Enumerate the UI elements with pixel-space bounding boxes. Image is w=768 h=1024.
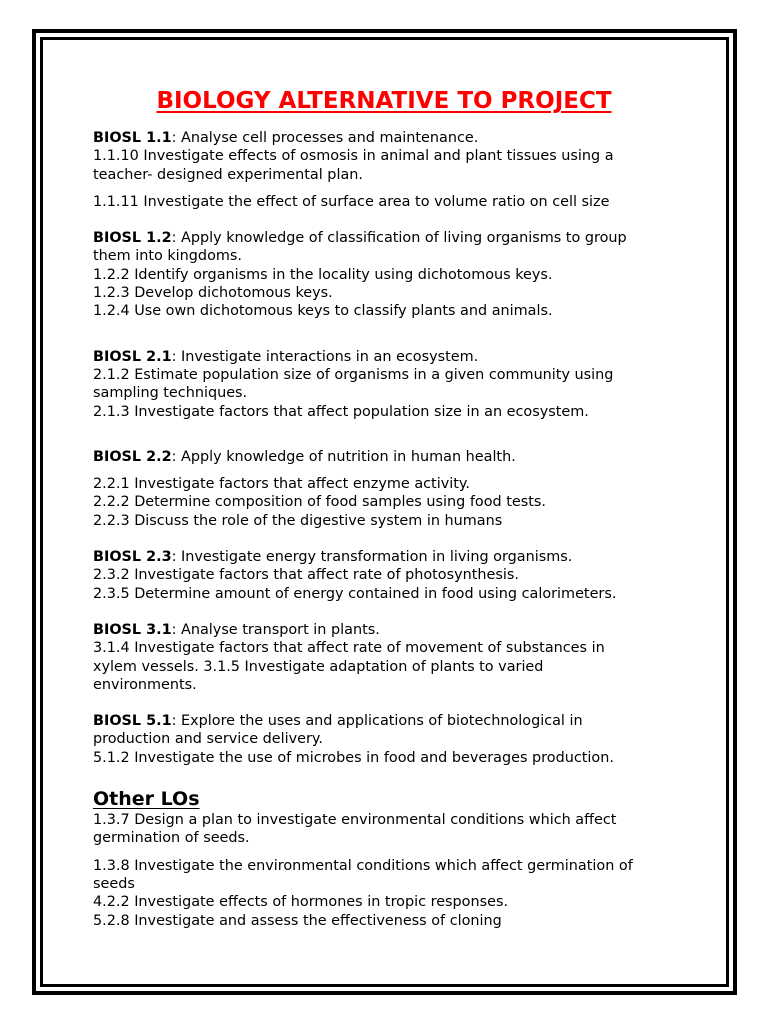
outcome-line: xylem vessels. 3.1.5 Investigate adaptation of plants to varied [93,658,544,675]
outcome-line: 1.1.11 Investigate the effect of surface area to volume ratio on cell size [93,193,610,210]
document-title: BIOLOGY ALTERNATIVE TO PROJECT [156,88,612,114]
outcome-line: 4.2.2 Investigate effects of hormones in tropic responses. [93,894,509,911]
outcome-line: 1.2.3 Develop dichotomous keys. [93,285,333,302]
outcome-line: 2.2.1 Investigate factors that affect enzyme activity. [93,476,470,493]
outcome-line: 2.3.5 Determine amount of energy contained in food using calorimeters. [93,585,617,602]
outcome-line: 1.3.7 Design a plan to investigate environmental conditions which affect [93,812,617,829]
outcome-line: 2.2.3 Discuss the role of the digestive system in humans [93,512,503,529]
outcome-line: 5.1.2 Investigate the use of microbes in food and beverages production. [93,749,614,766]
outcome-line: 2.1.2 Estimate population size of organisms in a given community using [93,366,614,383]
section-description: : Analyse cell processes and maintenance. [171,130,479,146]
section-code: BIOSL 2.1 [93,348,172,365]
outcome-line: them into kingdoms. [93,248,242,265]
outcome-line: production and service delivery. [93,731,323,748]
section-code: BIOSL 1.1 [93,130,172,146]
section-code: BIOSL 3.1 [93,621,172,638]
outcome-line: 3.1.4 Investigate factors that affect rate of movement of substances in [93,640,605,657]
other-los-heading: Other LOs [93,788,200,811]
outcome-line: sampling techniques. [93,385,248,402]
section-description: : Investigate interactions in an ecosystem. [171,348,479,365]
section-description: : Apply knowledge of classification of living organisms to group [171,230,627,247]
section-code: BIOSL 2.3 [93,549,172,566]
document-body [93,84,693,930]
outcome-line: 2.3.2 Investigate factors that affect rate of photosynthesis. [93,567,519,584]
outcome-line: environments. [93,676,197,693]
outcome-line: seeds [93,875,135,892]
section-code: BIOSL 5.1 [93,713,172,730]
section-code: BIOSL 1.2 [93,230,172,247]
section-heading-biosl-5-1 [93,712,693,730]
outcome-line: 5.2.8 Investigate and assess the effectiveness of cloning [93,912,502,929]
section-heading-biosl-2-2 [93,448,693,466]
section-description: : Investigate energy transformation in living organisms. [171,549,573,566]
outcome-line: 2.1.3 Investigate factors that affect population size in an ecosystem. [93,403,589,420]
outcome-line: germination of seeds. [93,830,250,847]
section-heading-biosl-3-1 [93,621,693,639]
section-heading-biosl-2-3 [93,548,693,566]
outcome-line: 1.3.8 Investigate the environmental conditions which affect germination of [93,857,633,874]
section-heading-biosl-1-1 [93,129,693,147]
section-description: : Apply knowledge of nutrition in human health. [171,448,516,465]
outcome-line: 1.1.10 Investigate effects of osmosis in animal and plant tissues using a [93,148,614,165]
outcome-line: 1.2.2 Identify organisms in the locality using dichotomous keys. [93,266,553,283]
section-heading-biosl-2-1 [93,348,693,366]
section-heading-biosl-1-2 [93,229,693,247]
section-description: : Analyse transport in plants. [171,621,380,638]
section-code: BIOSL 2.2 [93,448,172,465]
outcome-line: 1.2.4 Use own dichotomous keys to classify plants and animals. [93,303,553,320]
outcome-line: teacher- designed experimental plan. [93,166,363,183]
section-description: : Explore the uses and applications of biotechnological in [171,713,583,730]
outcome-line: 2.2.2 Determine composition of food samples using food tests. [93,494,546,511]
